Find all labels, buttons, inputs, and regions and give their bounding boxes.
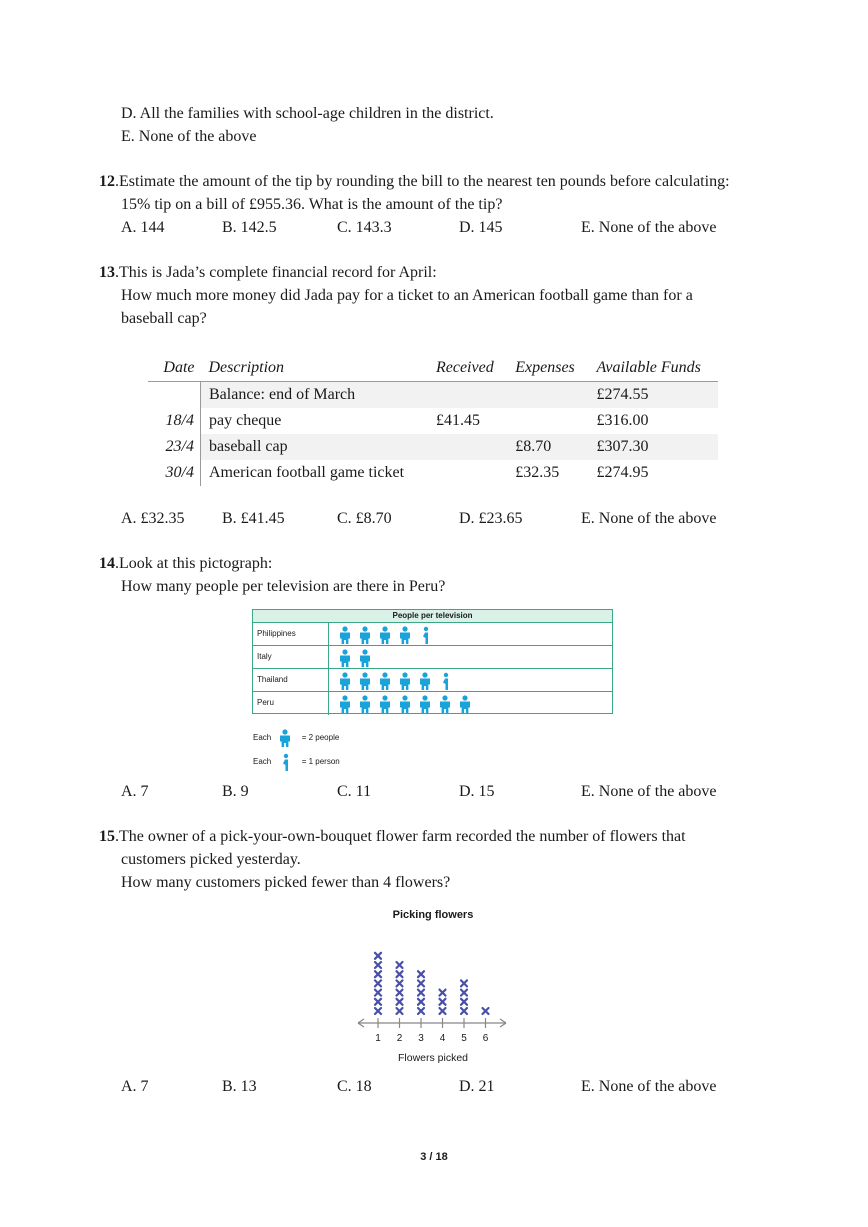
cell-date: 23/4 [148,434,201,460]
q12-option-d: D. 145 [459,219,503,236]
x-tick-label: 1 [375,1033,381,1044]
legend-half-text: = 1 person [301,757,340,767]
q14-line1: .Look at this pictograph: [115,555,273,572]
x-mark [418,999,424,1005]
x-axis-label: Flowers picked [397,1052,469,1064]
cell-funds: £307.30 [588,434,718,460]
person-icon [360,695,370,713]
q13-number: 13 [99,264,115,281]
q12-option-e: E. None of the above [581,219,717,236]
legend-each: Each [253,757,272,767]
person-icon [400,626,410,644]
person-icon [277,729,293,747]
person-icon [360,626,370,644]
person-icon [420,672,430,690]
header-available-funds: Available Funds [588,355,718,382]
legend-full-text: = 2 people [301,733,340,743]
q14-line2: How many people per television are there in Peru? [121,578,446,595]
pictograph-row [253,669,612,692]
x-mark [375,990,381,996]
q11-option-e: E. None of the above [121,128,257,145]
q12-line1: .Estimate the amount of the tip by rounding the bill to the nearest ten pounds before calculating: [115,173,730,190]
cell-expenses [507,408,588,434]
header-description: Description [201,355,428,382]
person-icon [360,649,370,667]
q14-option-d: D. 15 [459,783,495,800]
cell-received [428,382,507,409]
half-person-icon [277,753,293,771]
header-expenses: Expenses [507,355,588,382]
q12-line2: 15% tip on a bill of £955.36. What is the amount of the tip? [121,196,503,213]
x-mark [397,1008,403,1014]
cell-expenses: £8.70 [507,434,588,460]
q13-text [99,264,437,282]
q13-option-a: A. £32.35 [121,510,185,527]
q13-option-e: E. None of the above [581,510,717,527]
header-date: Date [148,355,201,382]
q14-option-c: C. 11 [337,783,372,800]
q13-option-d: D. £23.65 [459,510,523,527]
q13-line2: How much more money did Jada pay for a ticket to an American football game than for a [121,287,693,304]
q14-option-a: A. 7 [121,783,149,800]
country-label: Peru [253,692,329,715]
x-mark [418,990,424,996]
pictograph-title: People per television [253,610,612,623]
x-mark [483,1008,489,1014]
person-icon [340,672,350,690]
cell-received [428,434,507,460]
person-icon [360,672,370,690]
q11-option-d: D. All the families with school-age children in the district. [121,105,494,122]
person-icon [400,672,410,690]
x-mark [397,999,403,1005]
q14-text [99,555,272,573]
cell-funds: £316.00 [596,412,649,429]
q14-number: 14 [99,555,115,572]
person-icon [340,649,350,667]
cell-description: Balance: end of March [201,382,428,409]
person-icons [333,648,603,668]
q15-option-e: E. None of the above [581,1078,717,1095]
x-mark [461,999,467,1005]
q12-text [99,173,730,191]
x-tick-label: 3 [418,1033,424,1044]
cell-date: 18/4 [148,408,201,434]
cell-description: American football game ticket [209,464,405,481]
x-mark [440,999,446,1005]
q12-option-c: C. 143.3 [337,219,392,236]
q15-option-a: A. 7 [121,1078,149,1095]
q12-option-b: B. 142.5 [222,219,277,236]
x-mark [418,980,424,986]
half-person-icon [423,627,428,644]
cell-expenses: £32.35 [515,464,560,481]
cell-description: pay cheque [209,412,282,429]
q13-option-b: B. £41.45 [222,510,285,527]
x-tick-label: 6 [482,1033,489,1044]
person-icons [333,671,603,691]
cell-description: baseball cap [201,434,428,460]
q13-line1: .This is Jada’s complete financial record for April: [115,264,437,281]
x-mark [375,962,381,968]
country-label: Philippines [253,623,329,645]
country-label: Italy [253,646,329,668]
x-mark [397,980,403,986]
q15-option-d: D. 21 [459,1078,495,1095]
legend-each: Each [253,733,272,743]
cell-funds: £274.55 [588,382,718,409]
x-mark [440,1008,446,1014]
q15-line3: How many customers picked fewer than 4 flowers? [121,874,451,891]
x-tick-label: 2 [396,1033,403,1044]
table-row [148,408,718,434]
legend-full [253,729,339,747]
cell-expenses [507,382,588,409]
x-mark [418,971,424,977]
q14-option-e: E. None of the above [581,783,717,800]
q13-option-c: C. £8.70 [337,510,392,527]
person-icons [333,694,603,714]
person-icon [340,626,350,644]
person-icon [380,626,390,644]
x-mark [375,971,381,977]
pictograph-row [253,623,612,646]
x-mark [461,980,467,986]
x-tick-label: 5 [461,1033,467,1044]
person-icons [333,625,603,645]
half-person-icon [443,673,448,690]
person-icon [380,695,390,713]
x-mark [397,971,403,977]
q14-option-b: B. 9 [222,783,249,800]
person-icon [400,695,410,713]
q15-line2: customers picked yesterday. [121,851,301,868]
q15-text [99,828,686,846]
x-mark [397,990,403,996]
q12-number: 12 [99,173,115,190]
q12-option-a: A. 144 [121,219,165,236]
cell-received: £41.45 [435,412,480,429]
q13-line3: baseball cap? [121,310,207,327]
pictograph-row [253,692,612,715]
chart-title: Picking flowers [392,909,474,921]
person-icon [380,672,390,690]
country-label: Thailand [253,669,329,691]
x-mark [461,1008,467,1014]
x-mark [375,999,381,1005]
cell-date: 30/4 [148,460,201,486]
person-icon [420,695,430,713]
person-icon [440,695,450,713]
person-icon [460,695,470,713]
q15-option-c: C. 18 [337,1078,372,1095]
cell-received [428,460,507,486]
table-header-row [148,355,718,382]
table-row [148,382,718,409]
x-mark [397,962,403,968]
cell-date [148,382,201,409]
table-row [148,434,718,460]
dot-plot-chart [350,905,520,1070]
q15-option-b: B. 13 [222,1078,257,1095]
x-mark [461,990,467,996]
table-row [148,460,718,486]
x-mark [375,953,381,959]
x-mark [375,1008,381,1014]
legend-half [253,753,340,771]
x-mark [440,990,446,996]
pictograph-row [253,646,612,669]
cell-funds: £274.95 [596,464,649,481]
pictograph [252,609,613,714]
financial-record-table [148,355,718,486]
q15-number: 15 [99,828,115,845]
x-tick-label: 4 [439,1033,446,1044]
page-number: 3 / 18 [420,1151,448,1163]
header-received: Received [428,355,507,382]
q15-line1: .The owner of a pick-your-own-bouquet flower farm recorded the number of flowers that [115,828,686,845]
x-mark [375,980,381,986]
x-mark [418,1008,424,1014]
person-icon [340,695,350,713]
